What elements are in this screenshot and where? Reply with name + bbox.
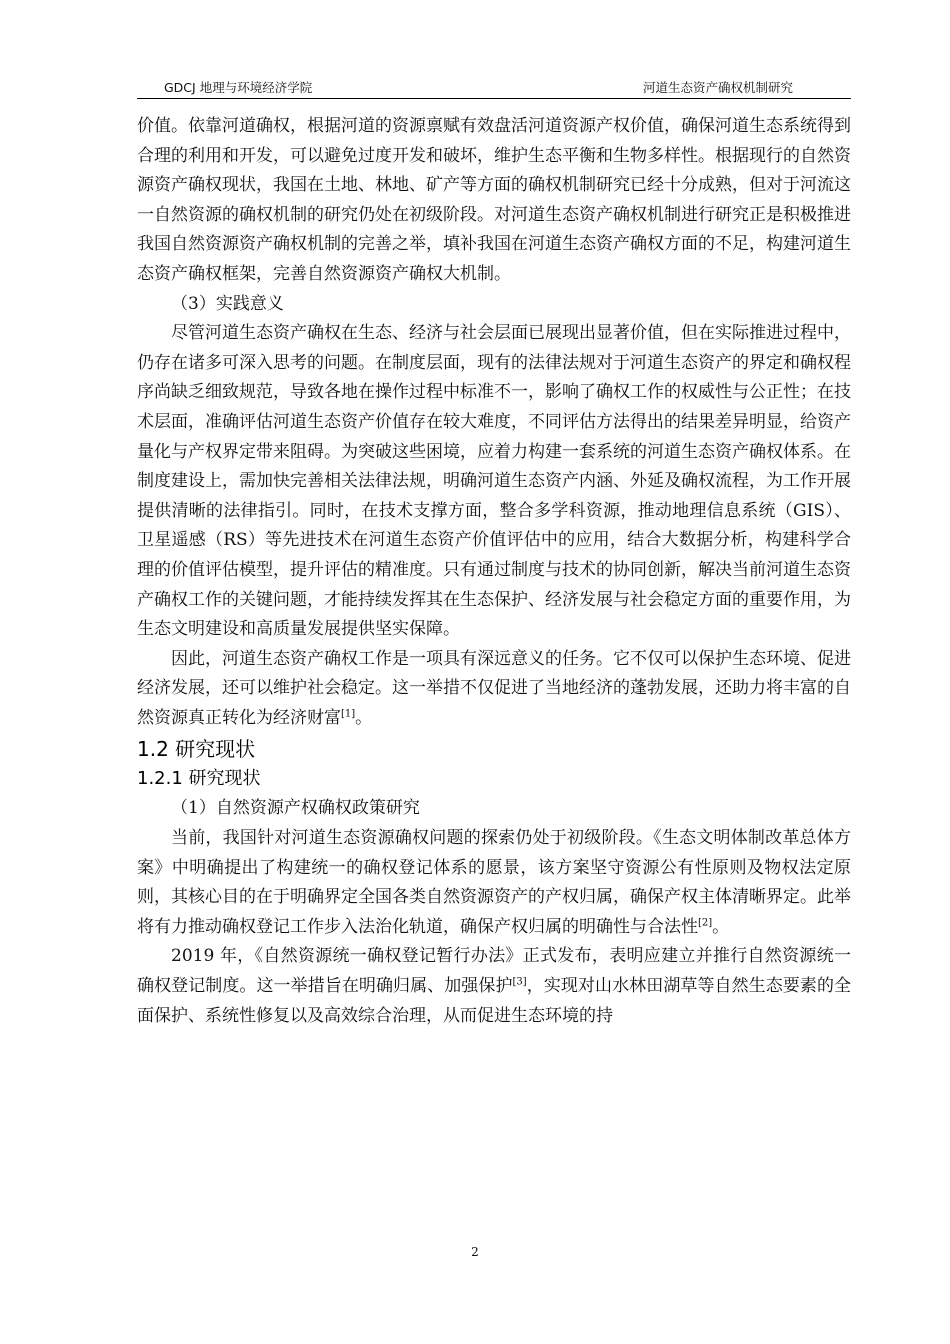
paragraph-continued: 价值。依靠河道确权，根据河道的资源禀赋有效盘活河道资源产权价值，确保河道生态系统得到合理的利用和开发，可以避免过度开发和破坏，维护生态平衡和生物多样性。根据现行的自然资源资产确权现状，我国在土地、林地、矿产等方面的确权机制研究已经十分成熟，但对于河流这一自然资源的确权机制的研究仍处在初级阶段。对河道生态资产确权机制进行研究正是积极推进我国自然资源资产确权机制的完善之举，填补我国在河道生态资产确权方面的不足，构建河道生态资产确权框架，完善自然资源资产确权大机制。 xyxy=(137,116,851,284)
paragraph-2019-text-b: ，实现对山水林田湖草等自然生态要素的全面保护、系统性修复以及高效综合治理，从而促进生态环境的持 xyxy=(137,976,852,1026)
subheading-policy-research: （1）自然资源产权确权政策研究 xyxy=(171,798,420,819)
paragraph-conclusion xyxy=(137,645,851,734)
header-left-text: GDCJ 地理与环境经济学院 xyxy=(164,80,313,95)
paragraph-conclusion-end: 。 xyxy=(355,707,373,728)
document-body xyxy=(137,112,851,1031)
paragraph-conclusion-text: 因此，河道生态资产确权工作是一项具有深远意义的任务。它不仅可以保护生态环境、促进经济发展，还可以维护社会稳定。这一举措不仅促进了当地经济的蓬勃发展，还助力将丰富的自然资源真正转化为经济财富 xyxy=(137,648,851,728)
paragraph-practical: 尽管河道生态资产确权在生态、经济与社会层面已展现出显著价值，但在实际推进过程中，仍存在诸多可深入思考的问题。在制度层面，现有的法律法规对于河道生态资产的界定和确权程序尚缺乏细致规范，导致各地在操作过程中标准不一，影响了确权工作的权威性与公正性；在技术层面，准确评估河道生态资产价值存在较大难度，不同评估方法得出的结果差异明显，给资产量化与产权界定带来阻碍。为突破这些困境，应着力构建一套系统的河道生态资产确权体系。在制度建设上，需加快完善相关法律法规，明确河道生态资产内涵、外延及确权流程，为工作开展提供清晰的法律指引。同时，在技术支撑方面，整合多学科资源，推动地理信息系统（GIS）、卫星遥感（RS）等先进技术在河道生态资产价值评估中的应用，结合大数据分析，构建科学合理的价值评估模型，提升评估的精准度。只有通过制度与技术的协同创新，解决当前河道生态资产确权工作的关键问题，才能持续发挥其在生态保护、经济发展与社会稳定方面的重要作用，为生态文明建设和高质量发展提供坚实保障。 xyxy=(137,323,851,640)
paragraph-policy-text: 当前，我国针对河道生态资源确权问题的探索仍处于初级阶段。《生态文明体制改革总体方案》中明确提出了构建统一的确权登记体系的愿景，该方案坚守资源公有性原则及物权法定原则，其核心目的在于明确界定全国各类自然资源资产的产权归属，确保产权主体清晰界定。此举将有力推动确权登记工作步入法治化轨道，确保产权归属的明确性与合法性 xyxy=(137,828,851,937)
citation-2: [2] xyxy=(698,917,713,929)
paragraph-2019-text-a: 2019 年，《自然资源统一确权登记暂行办法》正式发布，表明应建立并推行自然资源统一确权登记制度。这一举措旨在明确归属、加强保护 xyxy=(137,946,851,997)
citation-1: [1] xyxy=(341,708,356,720)
paragraph-policy-end: 。 xyxy=(712,916,730,937)
paragraph-policy xyxy=(137,824,851,942)
paragraph-2019 xyxy=(137,942,851,1031)
page-header xyxy=(137,76,851,99)
subsection-heading: 1.2.1 研究现状 xyxy=(137,768,261,790)
subheading-practical-significance: （3）实践意义 xyxy=(171,293,284,314)
header-right-text: 河道生态资产确权机制研究 xyxy=(642,80,793,95)
section-heading: 1.2 研究现状 xyxy=(137,737,256,762)
page-number: 2 xyxy=(471,1245,479,1259)
citation-3: [3] xyxy=(512,976,527,988)
